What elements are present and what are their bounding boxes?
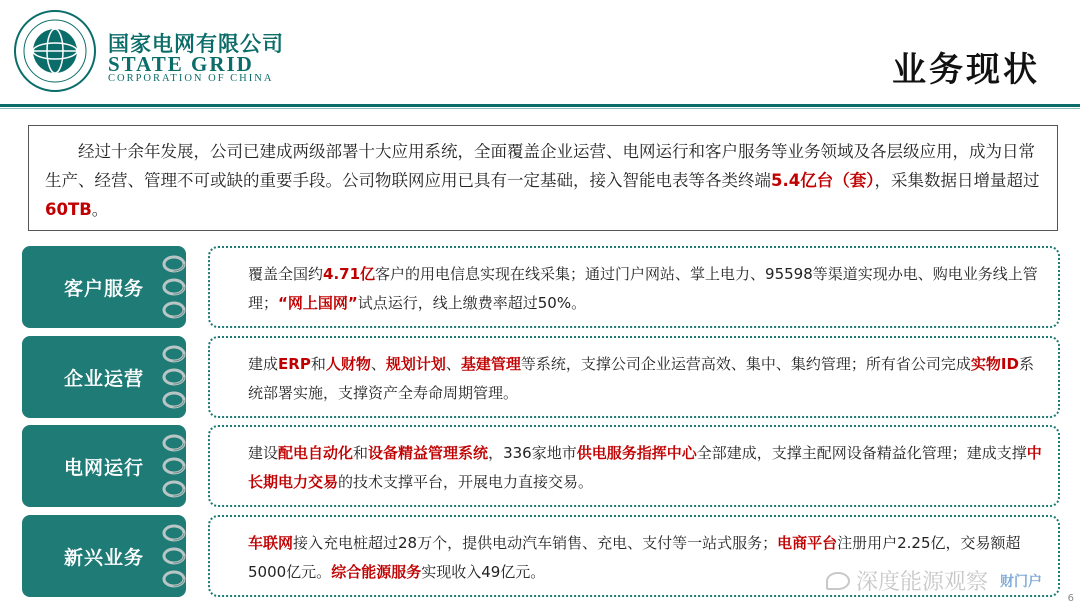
- description-text: 的技术支撑平台，开展电力直接交易。: [338, 473, 594, 491]
- binder-ring-icon: [162, 344, 188, 364]
- highlight-text: ERP: [278, 355, 311, 373]
- description-text: 建设: [248, 444, 279, 462]
- category-label: 企业运营: [22, 336, 186, 418]
- business-row: [22, 246, 1062, 328]
- binder-ring-icon: [162, 277, 188, 297]
- description-text: 全部建成，支撑主配网设备精益化管理；建成支撑: [696, 444, 1027, 462]
- intro-paragraph: [28, 125, 1058, 231]
- business-row: [22, 425, 1062, 507]
- intro-text: 经过十余年发展，公司已建成两级部署十大应用系统，全面覆盖企业运营、电网运行和客户服务等业务领域及各层级应用，成为日常生产、经营、管理不可或缺的重要手段。公司物联网应用已具有一定基础，接入智能电表等各类终端: [45, 142, 1035, 190]
- page-number: 6: [1067, 593, 1074, 604]
- highlight-text: 供电服务指挥中心: [576, 444, 697, 462]
- highlight-text: 规划计划: [385, 355, 446, 373]
- category-label: 电网运行: [22, 425, 186, 507]
- category-description: [208, 425, 1060, 507]
- wechat-icon: [826, 572, 850, 590]
- highlight-text: 设备精益管理系统: [368, 444, 489, 462]
- binder-ring-icon: [162, 433, 188, 453]
- brand-name-chinese: 国家电网有限公司: [108, 32, 284, 56]
- globe-icon: [16, 12, 94, 90]
- highlight-text: 综合能源服务: [331, 563, 422, 581]
- binder-ring-icon: [162, 367, 188, 387]
- binder-ring-icon: [162, 300, 188, 320]
- watermark-logo: 财门户: [1000, 573, 1042, 590]
- category-description: [208, 336, 1060, 418]
- page-title: 业务现状: [892, 50, 1040, 90]
- intro-highlight-data: 60TB: [45, 200, 92, 219]
- description-text: 系统部署实施，支撑资产全寿命周期管理。: [248, 355, 1034, 402]
- binder-ring-icon: [162, 390, 188, 410]
- highlight-text: 电商平台: [777, 534, 838, 552]
- highlight-text: 配电自动化: [278, 444, 354, 462]
- description-text: 接入充电桩超过28万个，提供电动汽车销售、充电、支付等一站式服务；: [293, 534, 778, 552]
- description-text: 试点运行，线上缴费率超过50%。: [357, 294, 587, 312]
- binder-ring-icon: [162, 254, 188, 274]
- description-text: ，336家地市: [488, 444, 577, 462]
- state-grid-logo: [14, 10, 96, 92]
- brand-name-english: STATE GRID: [108, 52, 254, 76]
- description-text: 等系统，支撑公司企业运营高效、集中、集约管理；所有省公司完成: [520, 355, 971, 373]
- description-text: 客户的用电信息实现在线采集；通过门户网站、掌上电力、95598等渠道实现办电、购电业务线上管理；: [248, 265, 1038, 312]
- highlight-text: 基建管理: [460, 355, 521, 373]
- binder-ring-icon: [162, 523, 188, 543]
- business-row: [22, 336, 1062, 418]
- header-divider-thin: [0, 108, 1080, 109]
- intro-text-end: 。: [91, 200, 109, 219]
- description-text: 、: [370, 355, 386, 373]
- category-description: [208, 246, 1060, 328]
- highlight-text: 车联网: [248, 534, 294, 552]
- highlight-text: 人财物: [325, 355, 371, 373]
- brand-subtitle-english: CORPORATION OF CHINA: [108, 73, 274, 84]
- header-divider: [0, 104, 1080, 107]
- description-text: 注册用户2.25亿，交易额超5000亿元。: [248, 534, 1021, 581]
- intro-highlight-terminals: 5.4亿台（套）: [771, 171, 875, 190]
- watermark: [826, 565, 1042, 596]
- category-label: 新兴业务: [22, 515, 186, 597]
- binder-ring-icon: [162, 569, 188, 589]
- watermark-text: 深度能源观察: [855, 570, 988, 595]
- description-text: 覆盖全国约: [248, 265, 324, 283]
- description-text: 、: [445, 355, 461, 373]
- intro-text-middle: ，采集数据日增量超过: [874, 171, 1040, 190]
- highlight-text: 中长期电力交易: [248, 444, 1042, 491]
- category-label: 客户服务: [22, 246, 186, 328]
- highlight-text: “网上国网”: [278, 294, 358, 312]
- highlight-text: 实物ID: [970, 355, 1019, 373]
- description-text: 和: [353, 444, 369, 462]
- highlight-text: 4.71亿: [323, 265, 376, 283]
- binder-ring-icon: [162, 479, 188, 499]
- description-text: 实现收入49亿元。: [421, 563, 546, 581]
- binder-ring-icon: [162, 546, 188, 566]
- binder-ring-icon: [162, 456, 188, 476]
- description-text: 和: [310, 355, 326, 373]
- description-text: 建成: [248, 355, 279, 373]
